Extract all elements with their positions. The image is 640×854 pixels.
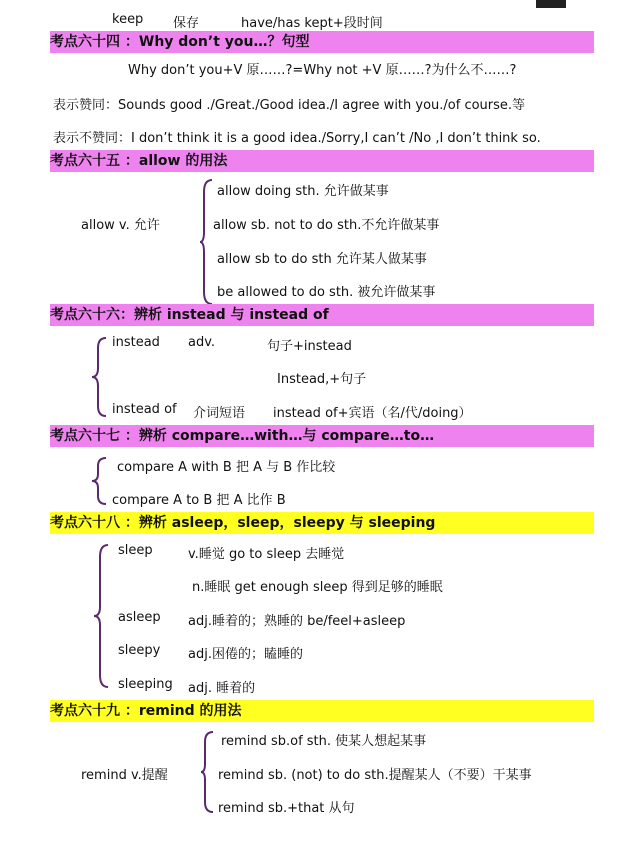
s65-item-2: allow sb. not to do sth.不允许做某事 bbox=[213, 218, 440, 233]
keep-word: keep bbox=[112, 12, 144, 27]
s69-brace bbox=[201, 730, 215, 814]
s69-head: remind v.提醒 bbox=[81, 768, 168, 783]
section-67-title: 考点六十七 ：辨析 compare…with…与 compare…to… bbox=[50, 425, 594, 447]
section-69-title: 考点六十九 ：remind 的用法 bbox=[50, 700, 594, 722]
s66-brace bbox=[92, 336, 108, 418]
s69-item-1: remind sb.of sth. 使某人想起某事 bbox=[221, 734, 427, 749]
keep-duration: have/has kept+段时间 bbox=[241, 16, 383, 31]
s66-insteadof-word: instead of bbox=[112, 402, 177, 417]
s66-instead-use-2: Instead,+句子 bbox=[277, 372, 367, 387]
s68-sleepy-word: sleepy bbox=[118, 643, 161, 658]
s67-brace bbox=[92, 456, 108, 506]
s68-asleep-def: adj.睡着的；熟睡的 be/feel+asleep bbox=[188, 614, 406, 629]
qr-code-fragment bbox=[536, 0, 566, 8]
s67-item-2: compare A to B 把 A 比作 B bbox=[112, 493, 286, 508]
s69-item-3: remind sb.+that 从句 bbox=[218, 801, 355, 816]
s68-sleeping-word: sleeping bbox=[118, 677, 173, 692]
s66-insteadof-pos: 介词短语 bbox=[193, 406, 246, 421]
section-66-title: 考点六十六：辨析 instead 与 instead of bbox=[50, 304, 594, 326]
s68-asleep-word: asleep bbox=[118, 610, 161, 625]
s66-instead-word: instead bbox=[112, 335, 160, 350]
s68-sleep-verb: v.睡觉 go to sleep 去睡觉 bbox=[188, 547, 345, 562]
s69-item-2: remind sb. (not) to do sth.提醒某人（不要）干某事 bbox=[218, 768, 532, 783]
s68-brace bbox=[94, 543, 110, 689]
s68-sleep-noun: n.睡眠 get enough sleep 得到足够的睡眠 bbox=[192, 580, 443, 595]
s65-item-4: be allowed to do sth. 被允许做某事 bbox=[217, 285, 436, 300]
section-68-title: 考点六十八 ：辨析 asleep，sleep，sleepy 与 sleeping bbox=[50, 512, 594, 534]
s66-insteadof-use: instead of+宾语（名/代/doing） bbox=[273, 406, 472, 421]
s66-instead-pos: adv. bbox=[188, 335, 216, 350]
s68-sleep-word: sleep bbox=[118, 543, 153, 558]
s64-pattern: Why don’t you+V 原……?=Why not +V 原……?为什么不……? bbox=[128, 63, 517, 78]
section-64-title: 考点六十四 ：Why don’t you…？句型 bbox=[50, 31, 594, 53]
s65-brace bbox=[200, 178, 214, 306]
s68-sleepy-def: adj.困倦的；瞌睡的 bbox=[188, 647, 303, 662]
s64-agree: 表示赞同：Sounds good ./Great./Good idea./I agree with you./of course.等 bbox=[53, 98, 526, 113]
section-65-title: 考点六十五 ：allow 的用法 bbox=[50, 150, 594, 172]
s65-item-1: allow doing sth. 允许做某事 bbox=[217, 184, 389, 199]
s65-item-3: allow sb to do sth 允许某人做某事 bbox=[217, 252, 427, 267]
s65-head: allow v. 允许 bbox=[81, 218, 160, 233]
s68-sleeping-def: adj. 睡着的 bbox=[188, 681, 256, 696]
keep-meaning: 保存 bbox=[173, 16, 200, 31]
s67-item-1: compare A with B 把 A 与 B 作比较 bbox=[117, 460, 336, 475]
s66-instead-use-1: 句子+instead bbox=[267, 339, 352, 354]
s64-disagree: 表示不赞同：I don’t think it is a good idea./Sorry,I can’t /No ,I don’t think so. bbox=[53, 131, 541, 146]
